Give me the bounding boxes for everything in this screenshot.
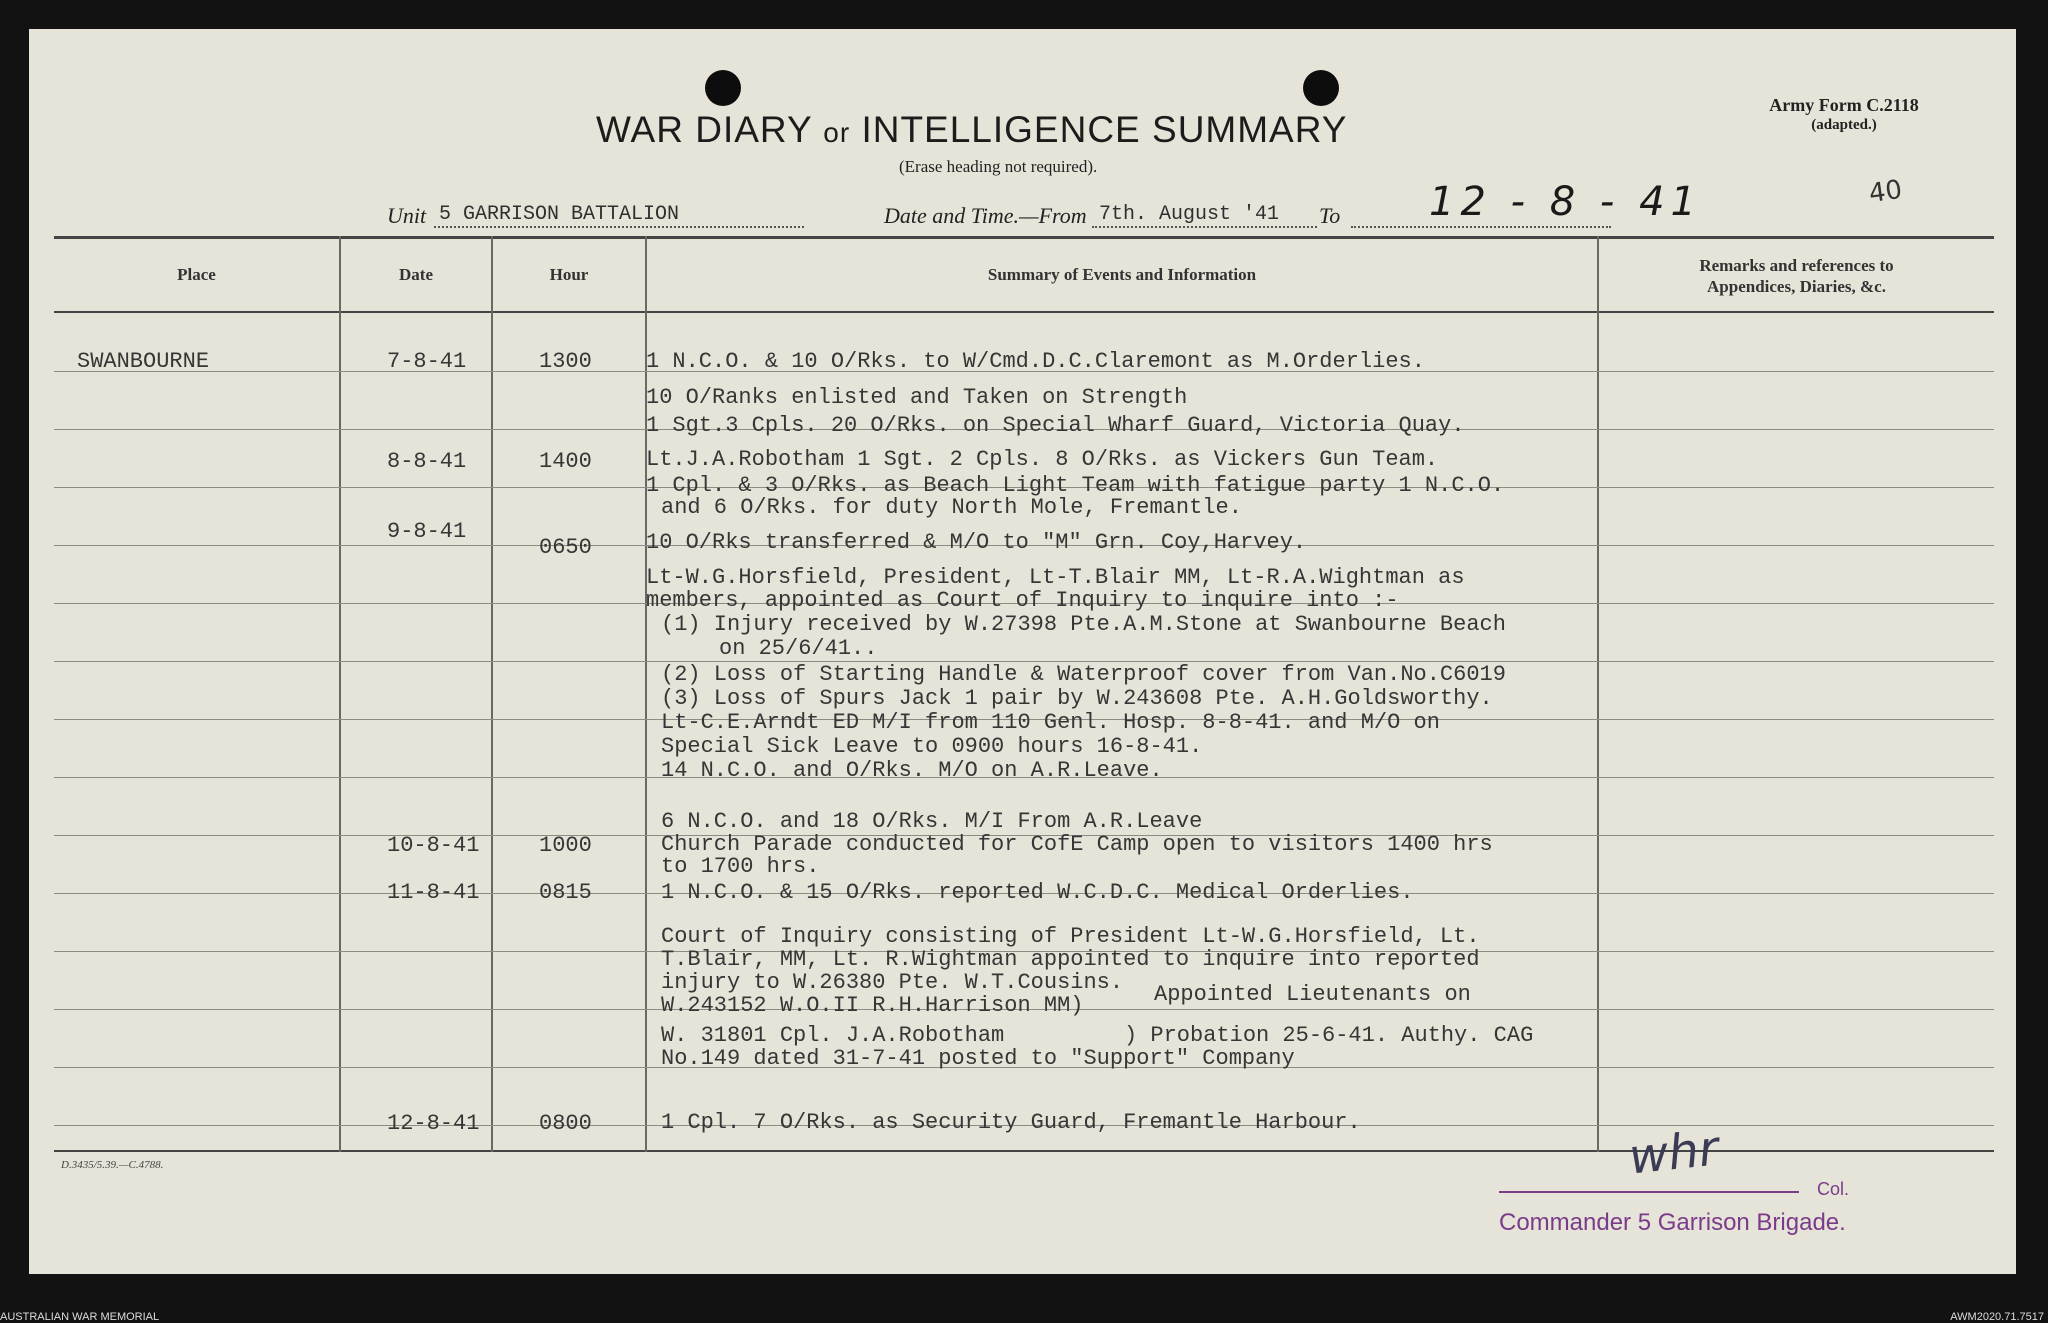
entry-line: 1 Cpl. & 3 O/Rks. as Beach Light Team with fatigue party 1 N.C.O. <box>646 473 1505 498</box>
date-time-label: Date and Time.—From <box>884 203 1087 228</box>
date-cell: 12-8-41 <box>387 1111 480 1136</box>
col-header-remarks <box>1599 255 1994 297</box>
title-subtitle: (Erase heading not required). <box>899 157 1098 176</box>
hour-cell: 1000 <box>539 833 592 858</box>
army-form-adapted: (adapted.) <box>1811 117 1877 133</box>
entry-line: No.149 dated 31-7-41 posted to "Support" Company <box>661 1046 1295 1071</box>
to-date-handwritten: 12 - 8 - 41 <box>1429 179 1702 225</box>
entry-line: 6 N.C.O. and 18 O/Rks. M/I From A.R.Leave <box>661 809 1203 834</box>
entry-line: ) Probation 25-6-41. Authy. CAG <box>1124 1023 1534 1048</box>
date-cell: 8-8-41 <box>387 449 467 474</box>
entry-line: 1 Cpl. 7 O/Rks. as Security Guard, Fremantle Harbour. <box>661 1110 1361 1135</box>
to-label: To <box>1319 203 1341 228</box>
entry-line: Lt-C.E.Arndt ED M/I from 110 Genl. Hosp. 8-8-41. and M/O on <box>661 710 1440 735</box>
entry-line: Special Sick Leave to 0900 hours 16-8-41. <box>661 734 1203 759</box>
entry-line: members, appointed as Court of Inquiry to inquire into :- <box>646 588 1399 613</box>
hour-cell: 0650 <box>539 535 592 560</box>
col-header-remarks-line1: Remarks and references to <box>1699 256 1894 275</box>
col-divider-date <box>491 236 493 1152</box>
date-cell: 11-8-41 <box>387 880 480 905</box>
signature-line <box>1499 1191 1799 1193</box>
unit-label: Unit <box>387 203 427 228</box>
signature-rank: Col. <box>1817 1179 1850 1199</box>
footer-accession: AWM2020.71.7517 <box>1950 1311 2044 1323</box>
title-main: WAR DIARY <box>596 109 812 150</box>
unit-dotted-line <box>434 226 804 228</box>
col-header-remarks-line2: Appendices, Diaries, &c. <box>1707 277 1886 296</box>
diary-page <box>29 29 2016 1274</box>
hour-cell: 0815 <box>539 880 592 905</box>
unit-value: 5 GARRISON BATTALION <box>439 203 680 226</box>
from-date-value: 7th. August '41 <box>1099 203 1280 226</box>
entry-line: 1 Sgt.3 Cpls. 20 O/Rks. on Special Wharf Guard, Victoria Quay. <box>646 413 1465 438</box>
army-form-label <box>1729 95 1959 135</box>
col-divider-summary <box>1597 236 1599 1152</box>
col-header-place: Place <box>177 265 216 284</box>
hour-cell: 1400 <box>539 449 592 474</box>
entry-line: (2) Loss of Starting Handle & Waterproof cover from Van.No.C6019 <box>661 662 1506 687</box>
entry-line: 1 N.C.O. & 10 O/Rks. to W/Cmd.D.C.Claremont as M.Orderlies. <box>646 349 1425 374</box>
corner-handwritten-mark: 40 <box>1867 174 1905 210</box>
from-dotted-line <box>1092 226 1317 228</box>
entry-line: W.243152 W.O.II R.H.Harrison MM) <box>661 993 1084 1018</box>
punch-hole-right <box>1303 70 1339 106</box>
entry-line: (3) Loss of Spurs Jack 1 pair by W.243608 Pte. A.H.Goldsworthy. <box>661 686 1493 711</box>
army-form-number: Army Form C.2118 <box>1769 95 1919 115</box>
entry-line: W. 31801 Cpl. J.A.Robotham <box>661 1023 1005 1048</box>
title-rest: INTELLIGENCE SUMMARY <box>861 109 1348 150</box>
hour-cell: 0800 <box>539 1111 592 1136</box>
entry-line: Church Parade conducted for CofE Camp open to visitors 1400 hrs <box>661 832 1493 857</box>
page-title <box>596 109 1347 151</box>
entry-line: to 1700 hrs. <box>661 854 820 879</box>
footer-source: AUSTRALIAN WAR MEMORIAL <box>0 1311 160 1323</box>
col-header-date: Date <box>399 265 433 284</box>
commander-stamp: Commander 5 Garrison Brigade. <box>1499 1209 1846 1236</box>
date-cell: 9-8-41 <box>387 519 467 544</box>
entry-line: injury to W.26380 Pte. W.T.Cousins. <box>661 970 1124 995</box>
col-header-summary: Summary of Events and Information <box>987 265 1257 284</box>
col-divider-place <box>339 236 341 1152</box>
hour-cell: 1300 <box>539 349 592 374</box>
punch-hole-left <box>705 70 741 106</box>
entry-line: Lt-W.G.Horsfield, President, Lt-T.Blair MM, Lt-R.A.Wightman as <box>646 565 1465 590</box>
print-code: D.3435/5.39.—C.4788. <box>61 1159 164 1171</box>
place-cell: SWANBOURNE <box>77 349 210 374</box>
signature-initials: whr <box>1626 1120 1722 1186</box>
entry-line: Court of Inquiry consisting of President Lt-W.G.Horsfield, Lt. <box>661 924 1480 949</box>
entry-line: 14 N.C.O. and O/Rks. M/O on A.R.Leave. <box>661 758 1163 783</box>
date-cell: 7-8-41 <box>387 349 467 374</box>
to-dotted-line <box>1351 226 1611 228</box>
entry-line: 10 O/Ranks enlisted and Taken on Strength <box>646 385 1188 410</box>
entry-line: 1 N.C.O. & 15 O/Rks. reported W.C.D.C. Medical Orderlies. <box>661 880 1414 905</box>
date-cell: 10-8-41 <box>387 833 480 858</box>
entry-line: and 6 O/Rks. for duty North Mole, Fremantle. <box>661 495 1242 520</box>
table-top-rule <box>54 236 1994 239</box>
entry-line: T.Blair, MM, Lt. R.Wightman appointed to inquire into reported <box>661 947 1480 972</box>
entry-line: Appointed Lieutenants on <box>1154 982 1471 1007</box>
entry-line: (1) Injury received by W.27398 Pte.A.M.Stone at Swanbourne Beach <box>661 612 1506 637</box>
entry-line: on 25/6/41.. <box>719 636 878 661</box>
col-header-hour: Hour <box>549 265 589 284</box>
title-or: or <box>823 117 851 148</box>
table-header-rule <box>54 311 1994 313</box>
entry-line: Lt.J.A.Robotham 1 Sgt. 2 Cpls. 8 O/Rks. as Vickers Gun Team. <box>646 447 1439 472</box>
entry-line: 10 O/Rks transferred & M/O to "M" Grn. Coy,Harvey. <box>646 530 1307 555</box>
